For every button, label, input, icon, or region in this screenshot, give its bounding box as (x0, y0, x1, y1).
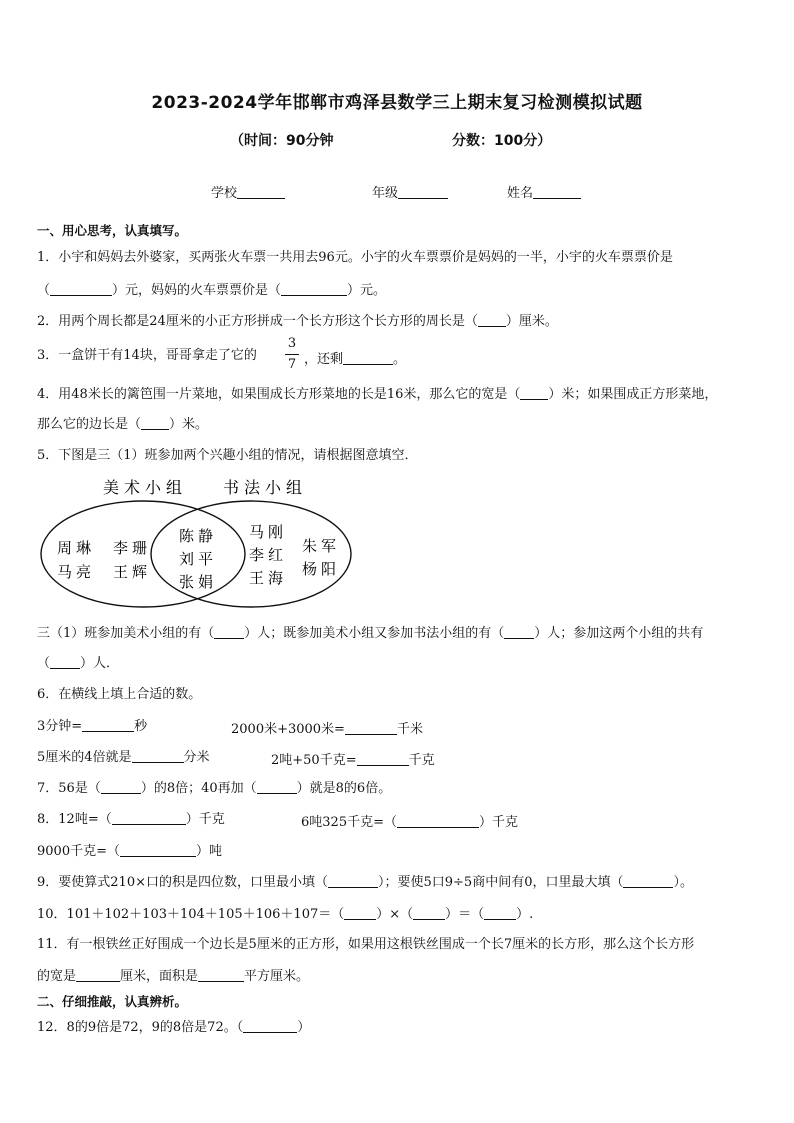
school-field (211, 182, 285, 201)
exam-time: （时间：90分钟 (230, 133, 334, 149)
grade-blank[interactable] (398, 185, 448, 199)
exam-score: 分数：100分） (452, 133, 552, 149)
q4-blank-1[interactable] (520, 386, 548, 400)
q6-item-c: 5厘米的4倍就是 分米 (37, 750, 210, 765)
q11-line1: 11．有一根铁丝正好围成一个边长是5厘米的正方形，如果用这根铁丝围成一个长7厘米的长方形，那么这个长方形 (37, 937, 695, 952)
venn-calligraphy-member: 李红 (249, 546, 288, 564)
q3-fraction-bar (285, 354, 299, 355)
q8-item-b: 6吨325千克=（ ）千克 (301, 815, 518, 830)
q3-blank[interactable] (343, 351, 393, 365)
q4-blank-2[interactable] (141, 416, 169, 430)
venn-calligraphy-member: 王海 (249, 569, 288, 587)
q9-blank-2[interactable] (623, 874, 673, 888)
school-label: 学校 (211, 186, 238, 201)
q1-blank-2[interactable] (281, 282, 347, 296)
q8-item-c: 9000千克=（ ）吨 (37, 844, 222, 859)
q10-blank-2[interactable] (413, 906, 445, 920)
q6-blank-d[interactable] (357, 752, 409, 766)
q11-blank-1[interactable] (76, 968, 120, 982)
venn-diagram (40, 474, 360, 614)
venn-calligraphy-member: 杨阳 (302, 560, 341, 578)
q5-blank-2[interactable] (504, 625, 534, 639)
venn-calligraphy-member: 朱军 (302, 537, 341, 555)
q8-item-a: 8．12吨=（ ）千克 (37, 812, 225, 827)
q4-line2: 那么它的边长是（ ）米。 (37, 417, 209, 432)
q6-item-b: 2000米+3000米= 千米 (231, 722, 423, 737)
q5-blank-1[interactable] (214, 625, 244, 639)
venn-art-member: 李珊 (113, 539, 152, 557)
q11-blank-2[interactable] (198, 968, 244, 982)
q3-line-a: 3．一盒饼干有14块，哥哥拿走了它的 (37, 348, 257, 363)
q9-blank-1[interactable] (328, 874, 378, 888)
section-1-heading: 一、用心思考，认真填写。 (37, 223, 188, 238)
q8-blank-1[interactable] (112, 811, 186, 825)
q6-item-d: 2吨+50千克= 千克 (271, 753, 435, 768)
q8-blank-2[interactable] (397, 814, 479, 828)
name-blank[interactable] (533, 185, 581, 199)
q6-intro: 6．在横线上填上合适的数。 (37, 687, 202, 702)
q5-question-line1: 三（1）班参加美术小组的有（ ）人；既参加美术小组又参加书法小组的有（ ）人；参加这两个小组的共有 (37, 626, 704, 641)
q6-blank-c[interactable] (132, 749, 184, 763)
q7-blank-1[interactable] (101, 780, 141, 794)
exam-title: 2023-2024学年邯郸市鸡泽县数学三上期末复习检测模拟试题 (151, 93, 643, 113)
q10-blank-3[interactable] (484, 906, 516, 920)
venn-label-calligraphy: 书法小组 (223, 478, 308, 497)
venn-both-member: 张娟 (179, 573, 218, 591)
venn-art-member: 马亮 (57, 563, 96, 581)
q5-question-line2: （ ）人． (37, 656, 120, 671)
q6-blank-b[interactable] (345, 721, 397, 735)
q1-line1: 1．小宇和妈妈去外婆家，买两张火车票一共用去96元。小宇的火车票票价是妈妈的一半，小宇的火车票票价是 (37, 250, 673, 265)
venn-calligraphy-member: 马刚 (249, 523, 288, 541)
venn-both-member: 刘平 (179, 550, 218, 568)
q12-blank[interactable] (243, 1019, 297, 1033)
q1-blank-1[interactable] (50, 282, 112, 296)
q10-blank-1[interactable] (344, 906, 376, 920)
q12-line: 12．8的9倍是72，9的8倍是72。（ ） (37, 1020, 311, 1035)
q7-blank-2[interactable] (257, 780, 297, 794)
venn-art-member: 周琳 (57, 539, 96, 557)
q5-intro: 5．下图是三（1）班参加两个兴趣小组的情况，请根据图意填空． (37, 448, 418, 463)
q7-line: 7．56是（ ）的8倍；40再加（ ）就是8的6倍。 (37, 781, 392, 796)
grade-label: 年级 (372, 186, 399, 201)
name-field (507, 182, 581, 201)
q1-line2: （ ）元，妈妈的火车票票价是（ ）元。 (37, 283, 387, 298)
venn-label-art: 美术小组 (103, 478, 188, 497)
q4-line1: 4．用48米长的篱笆围一片菜地，如果围成长方形菜地的长是16米，那么它的宽是（ ）米；如果围成正方形菜地， (37, 387, 718, 402)
q6-item-a: 3分钟= 秒 (37, 719, 148, 734)
q6-blank-a[interactable] (82, 718, 134, 732)
school-blank[interactable] (237, 185, 285, 199)
grade-field (372, 182, 448, 201)
q8-blank-3[interactable] (120, 843, 196, 857)
q3-fraction-denominator: 7 (287, 357, 297, 372)
q11-line2: 的宽是 厘米，面积是 平方厘米。 (37, 969, 310, 984)
name-label: 姓名 (507, 186, 534, 201)
q9-line: 9．要使算式210×口的积是四位数，口里最小填（ ）；要使5口9÷5商中间有0，口里最大填（ ）。 (37, 875, 693, 890)
q10-line: 10．101＋102＋103＋104＋105＋106＋107＝（ ）×（ ）＝（ ）. (37, 907, 534, 922)
venn-art-member: 王辉 (113, 563, 152, 581)
section-2-heading: 二、仔细推敲，认真辨析。 (37, 994, 188, 1009)
q5-blank-3[interactable] (50, 655, 80, 669)
venn-both-member: 陈静 (179, 527, 218, 545)
q3-line-b: ，还剩 。 (304, 352, 407, 367)
q3-fraction (285, 336, 299, 373)
q2-blank[interactable] (478, 313, 506, 327)
q3-fraction-numerator: 3 (287, 336, 297, 351)
q2-line: 2．用两个周长都是24厘米的小正方形拼成一个长方形这个长方形的周长是（ ）厘米。 (37, 314, 558, 329)
